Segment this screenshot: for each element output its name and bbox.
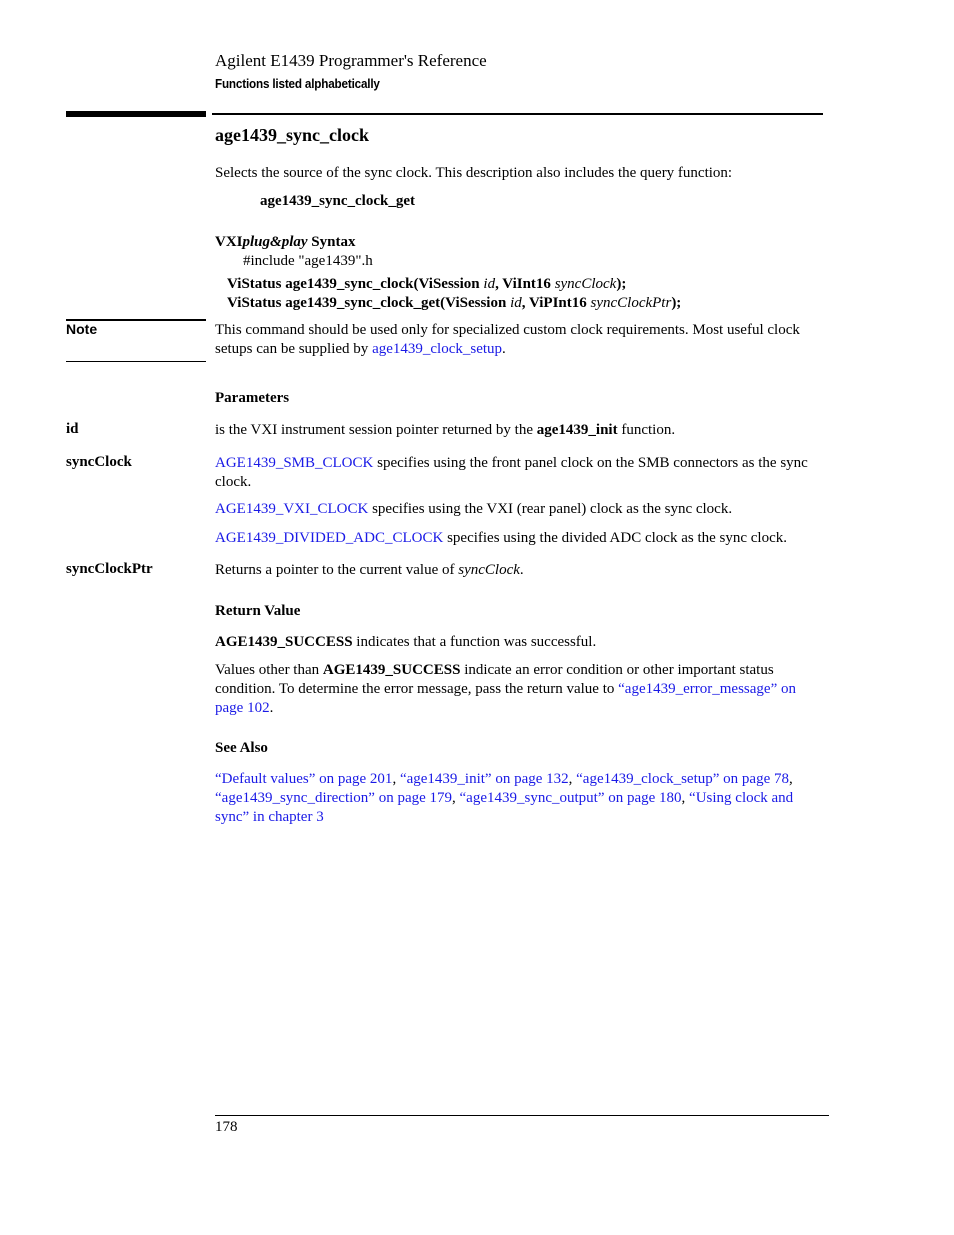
param-desc-smb-clock: [215, 454, 825, 492]
param-desc-syncclockptr: [215, 561, 825, 580]
see-also-link-init[interactable]: “age1439_init” on page 132: [399, 771, 569, 787]
param-id-bold: age1439_init: [536, 422, 618, 438]
return-other-after: .: [269, 700, 274, 716]
param-desc-divided-clock: [215, 529, 825, 548]
param-desc-id: [215, 421, 825, 440]
return-success-text: indicates that a function was successful.: [352, 634, 597, 650]
ptr-text-before: Returns a pointer to the current value of: [215, 562, 459, 578]
ptr-text-after: .: [519, 562, 524, 578]
error-message-link[interactable]: “age1439_error_message” on page 102: [215, 681, 796, 716]
param-label-id: id: [66, 421, 79, 437]
see-also-separator: ,: [788, 771, 793, 787]
return-value-heading: Return Value: [215, 603, 301, 619]
return-other-bold: AGE1439_SUCCESS: [322, 662, 461, 678]
sig1-prefix: ViStatus age1439_sync_clock(ViSession: [227, 276, 484, 292]
return-other-mid: indicate an error condition or other important status condition. To determine the error message, pass the return value to: [215, 662, 774, 697]
see-also-separator: ,: [392, 771, 400, 787]
param-id-text-after: function.: [617, 422, 676, 438]
param-label-syncclock: syncClock: [66, 454, 132, 470]
see-also-link-sync-output[interactable]: “age1439_sync_output” on page 180: [459, 790, 682, 806]
sig1-arg2: syncClock: [554, 276, 617, 292]
sig1-mid: , ViInt16: [495, 276, 555, 292]
note-text-before: This command should be used only for specialized custom clock requirements. Most useful clock setups can be supplied by: [215, 322, 800, 357]
see-also-separator: ,: [568, 771, 577, 787]
left-heading-bar: [66, 111, 206, 117]
intro-paragraph: Selects the source of the sync clock. This description also includes the query function:: [215, 165, 733, 181]
smb-clock-text: specifies using the front panel clock on the SMB connectors as the sync clock.: [215, 455, 808, 490]
page-number: 178: [215, 1119, 238, 1135]
see-also-link-clock-setup[interactable]: “age1439_clock_setup” on page 78: [576, 771, 789, 787]
see-also-links: [215, 770, 825, 827]
sig1-suffix: );: [616, 276, 627, 292]
syntax-heading: [215, 234, 355, 251]
note-label: Note: [66, 321, 98, 337]
note-text: [215, 321, 825, 359]
see-also-link-sync-direction[interactable]: “age1439_sync_direction” on page 179: [215, 790, 453, 806]
note-clock-setup-link[interactable]: age1439_clock_setup: [372, 341, 503, 357]
note-text-after: .: [502, 341, 506, 357]
param-desc-vxi-clock: [215, 500, 825, 519]
sig2-arg2: syncClockPtr: [590, 295, 672, 311]
footer-rule: [215, 1115, 829, 1116]
syntax-heading-italic: plug&play: [242, 234, 308, 250]
signature-sync-clock: [227, 276, 626, 293]
ptr-italic: syncClock: [458, 562, 520, 578]
sig2-prefix: ViStatus age1439_sync_clock_get(ViSession: [227, 295, 511, 311]
document-title: Agilent E1439 Programmer's Reference: [215, 51, 487, 70]
function-heading: age1439_sync_clock: [215, 125, 369, 145]
signature-sync-clock-get: [227, 295, 681, 312]
top-rule: [212, 113, 823, 115]
divided-clock-text: specifies using the divided ADC clock as the sync clock.: [443, 530, 788, 546]
see-also-link-default-values[interactable]: “Default values” on page 201: [215, 771, 393, 787]
divided-clock-link[interactable]: AGE1439_DIVIDED_ADC_CLOCK: [215, 530, 444, 546]
section-subtitle: Functions listed alphabetically: [215, 76, 380, 91]
param-id-text-before: is the VXI instrument session pointer returned by the: [215, 422, 537, 438]
return-success-bold: AGE1439_SUCCESS: [215, 634, 353, 650]
sig2-suffix: );: [671, 295, 682, 311]
parameters-heading: Parameters: [215, 390, 290, 406]
sig2-mid: , ViPInt16: [521, 295, 591, 311]
return-success-paragraph: [215, 633, 825, 652]
see-also-separator: ,: [681, 790, 690, 806]
see-also-link-using-clock-sync[interactable]: “Using clock and sync” in chapter 3: [215, 790, 794, 825]
see-also-heading: See Also: [215, 740, 268, 756]
sig1-arg1: id: [483, 276, 496, 292]
vxi-clock-text: specifies using the VXI (rear panel) clock as the sync clock.: [368, 501, 733, 517]
return-other-before: Values other than: [215, 662, 323, 678]
return-other-paragraph: [215, 661, 825, 718]
param-label-syncclockptr: syncClockPtr: [66, 561, 153, 577]
query-function-name: age1439_sync_clock_get: [260, 193, 415, 209]
sig2-arg1: id: [510, 295, 522, 311]
include-line: #include "age1439".h: [243, 253, 373, 269]
vxi-clock-link[interactable]: AGE1439_VXI_CLOCK: [215, 501, 369, 517]
see-also-separator: ,: [452, 790, 460, 806]
smb-clock-link[interactable]: AGE1439_SMB_CLOCK: [215, 455, 374, 471]
note-rule-bottom: [66, 361, 206, 362]
syntax-heading-prefix: VXI: [215, 234, 243, 250]
syntax-heading-suffix: Syntax: [307, 234, 356, 250]
